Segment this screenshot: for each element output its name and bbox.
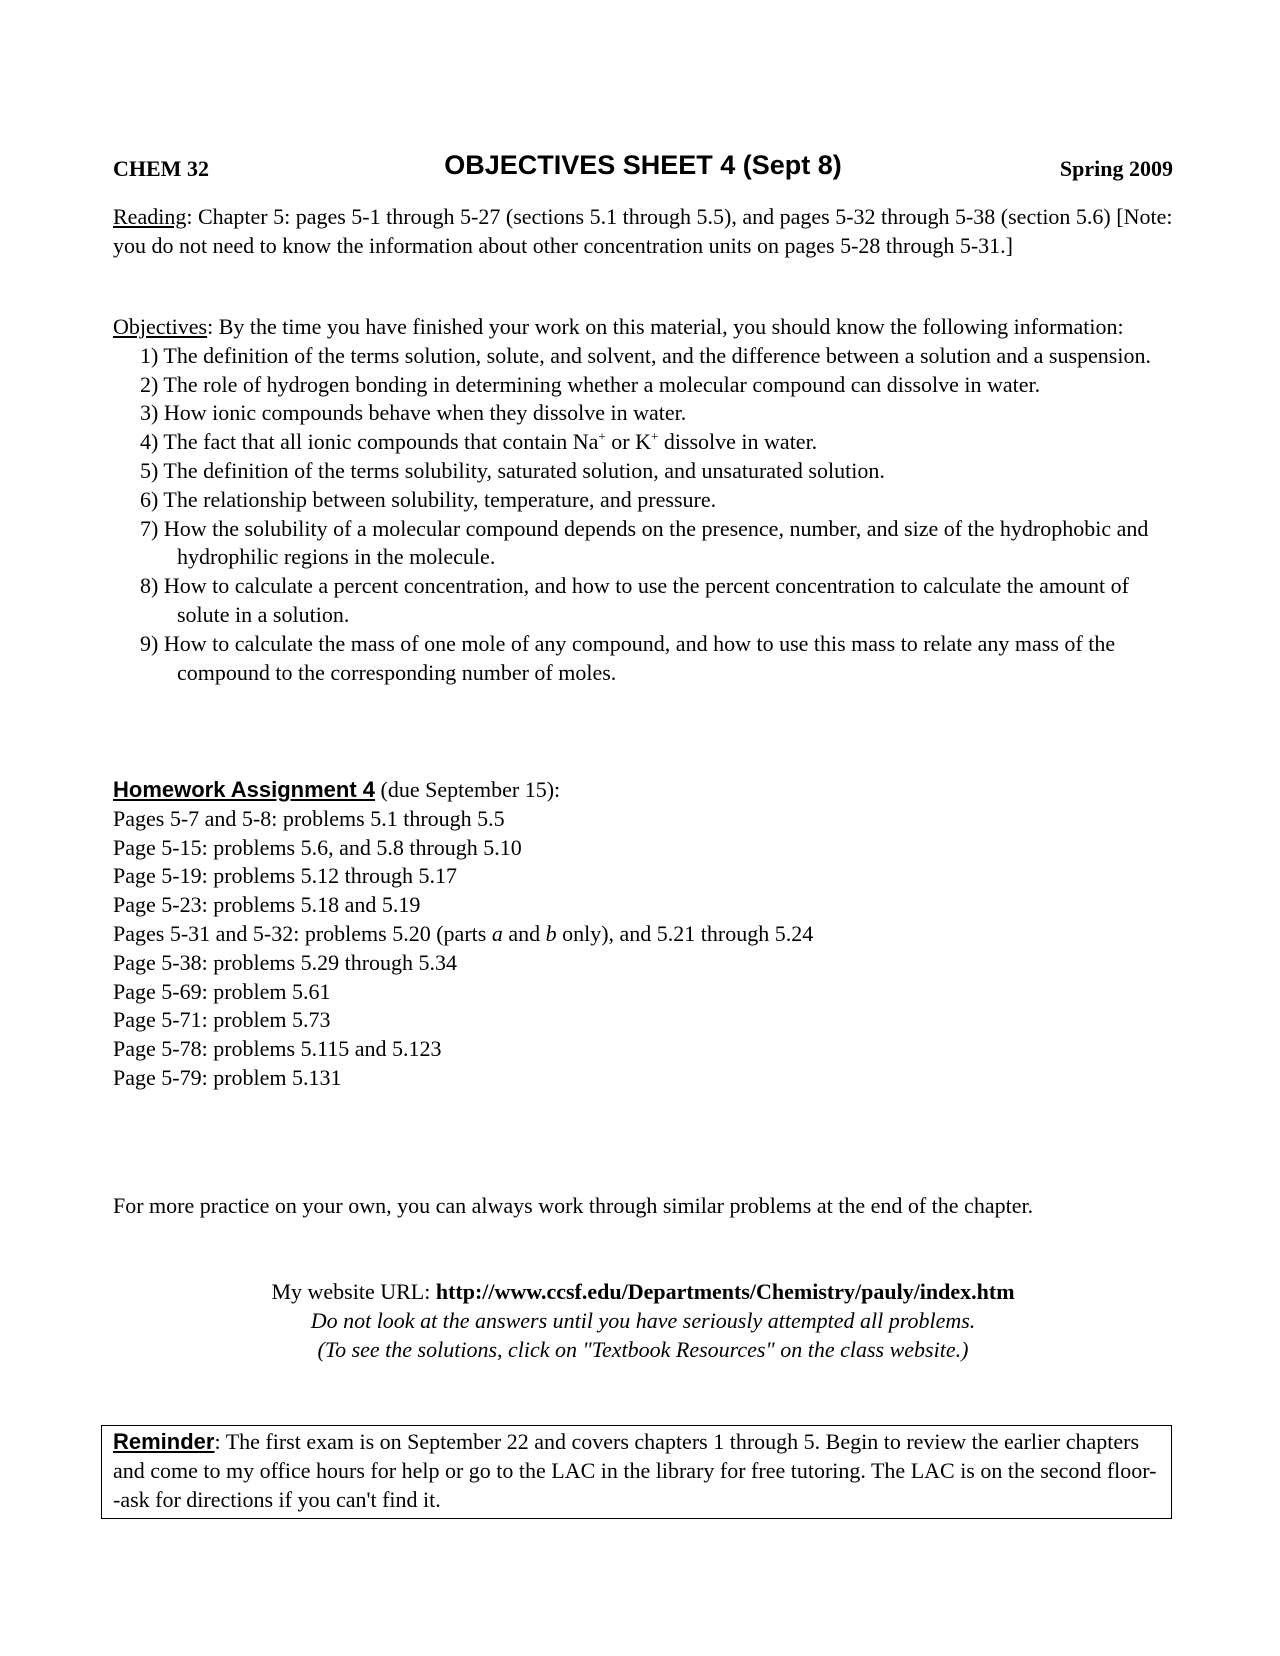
reminder-box	[101, 1425, 1172, 1519]
homework-line: Page 5-78: problems 5.115 and 5.123	[113, 1036, 442, 1062]
objective-4-mid: or K	[605, 429, 651, 455]
homework-line: Page 5-23: problems 5.18 and 5.19	[113, 892, 421, 918]
sodium-charge: +	[598, 428, 606, 444]
homework-line: Page 5-38: problems 5.29 through 5.34	[113, 949, 458, 975]
homework-line: Page 5-15: problems 5.6, and 5.8 through 5.10	[113, 834, 522, 860]
header	[113, 150, 1173, 190]
practice-note: For more practice on your own, you can always work through similar problems at the end of the chapter.	[113, 1193, 1034, 1218]
website-url[interactable]: http://www.ccsf.edu/Departments/Chemistry/pauly/index.htm	[435, 1279, 1015, 1304]
objective-item: 3) How ionic compounds behave when they dissolve in water.	[140, 400, 687, 426]
reading-text: : Chapter 5: pages 5-1 through 5-27 (sections 5.1 through 5.5), and pages 5-32 through 5-38 (section 5.6) [Note: you do not need to know the information about other concentration units on pages 5-28 through 5-31.]	[113, 204, 1173, 258]
reading-section	[113, 203, 1173, 261]
objectives-label: Objectives	[113, 314, 208, 339]
objective-item: 8) How to calculate a percent concentration, and how to use the percent concentration to calculate the amount of solute in a solution.	[140, 573, 1129, 627]
homework-line: Page 5-71: problem 5.73	[113, 1007, 331, 1033]
homework-due: (due September 15):	[375, 777, 561, 802]
objective-item	[113, 428, 1173, 457]
objectives-list	[113, 342, 1173, 688]
course-code: CHEM 32	[113, 156, 209, 181]
homework-heading: Homework Assignment 4	[113, 777, 376, 802]
parts-post: only), and 5.21 through 5.24	[556, 920, 814, 946]
objective-4-end: dissolve in water.	[658, 429, 818, 455]
objective-item: 6) The relationship between solubility, temperature, and pressure.	[140, 486, 717, 512]
website-label: My website URL:	[271, 1279, 436, 1304]
objective-item: 9) How to calculate the mass of one mole of any compound, and how to use this mass to relate any mass of the compound to the corresponding number of moles.	[140, 630, 1116, 685]
reminder-text: : The first exam is on September 22 and covers chapters 1 through 5. Begin to review the earlier chapters and come to my office hours for help or go to the LAC in the library for free tutoring. The LAC is on the second floor--ask for directions if you can't find it.	[113, 1429, 1157, 1512]
objective-item: 7) How the solubility of a molecular compound depends on the presence, number, and size of the hydrophobic and hydrophilic regions in the molecule.	[140, 515, 1149, 570]
term: Spring 2009	[1059, 156, 1173, 181]
homework-line: Pages 5-7 and 5-8: problems 5.1 through 5.5	[113, 805, 505, 831]
reading-label: Reading	[113, 204, 187, 229]
homework-line: Page 5-79: problem 5.131	[113, 1064, 342, 1090]
homework-line: Page 5-19: problems 5.12 through 5.17	[113, 863, 458, 889]
objective-item: 5) The definition of the terms solubility, saturated solution, and unsaturated solution.	[140, 457, 885, 483]
parts-and: and	[502, 920, 546, 946]
objective-item: 2) The role of hydrogen bonding in determining whether a molecular compound can dissolve in water.	[140, 371, 1041, 397]
potassium-charge: +	[650, 428, 659, 444]
part-b: b	[545, 920, 557, 946]
objective-item: 1) The definition of the terms solution, solute, and solvent, and the difference between a solution and a suspension.	[140, 342, 1151, 368]
objective-4-text: 4) The fact that all ionic compounds that contain Na	[140, 429, 599, 455]
page-title: OBJECTIVES SHEET 4 (Sept 8)	[444, 150, 842, 180]
parts-pre: Pages 5-31 and 5-32: problems 5.20 (parts	[113, 920, 492, 946]
homework-line	[113, 920, 1173, 949]
homework-line: Page 5-69: problem 5.61	[113, 978, 331, 1004]
answers-warning: Do not look at the answers until you have seriously attempted all problems.	[310, 1307, 976, 1333]
part-a: a	[491, 920, 503, 946]
objectives-intro: : By the time you have finished your work on this material, you should know the following information:	[207, 314, 1124, 339]
objectives-section	[113, 313, 1173, 687]
solutions-note: (To see the solutions, click on "Textbook Resources" on the class website.)	[317, 1336, 969, 1362]
homework-section	[113, 776, 1173, 1093]
website-section	[113, 1278, 1173, 1364]
reminder-label: Reminder	[113, 1429, 215, 1454]
